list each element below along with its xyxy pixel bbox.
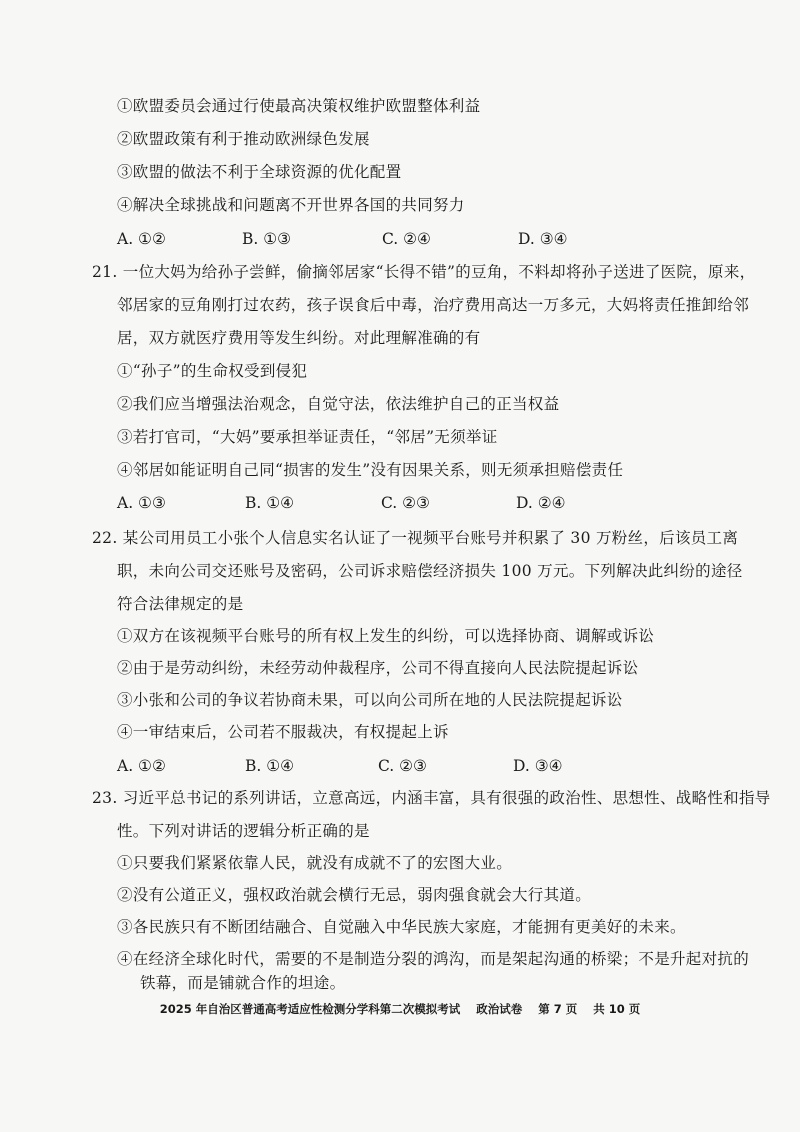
q20-option-b: B. ①③ xyxy=(242,230,292,248)
q20-option-c: C. ②④ xyxy=(382,230,431,248)
footer-total-pages: 共 10 页 xyxy=(593,1002,641,1016)
q22-option-c: C. ②③ xyxy=(378,757,427,775)
q22-statement-4: ④一审结束后，公司若不服裁决，有权提起上诉 xyxy=(117,723,449,741)
q21-statement-1: ①“孙子”的生命权受到侵犯 xyxy=(117,362,308,380)
q23-stem-line-2: 性。下列对讲话的逻辑分析正确的是 xyxy=(117,822,370,840)
q21-option-b: B. ①④ xyxy=(245,494,295,512)
q22-statement-2: ②由于是劳动纠纷，未经劳动仲裁程序，公司不得直接向人民法院提起诉讼 xyxy=(117,659,639,677)
q21-stem-line-2: 邻居家的豆角刚打过农药，孩子误食后中毒，治疗费用高达一万多元，大妈将责任推卸给邻 xyxy=(117,296,750,314)
q23-statement-1: ①只要我们紧紧依靠人民，就没有成就不了的宏图大业。 xyxy=(117,854,513,872)
q23-stem-line-1: 23. 习近平总书记的系列讲话，立意高远，内涵丰富，具有很强的政治性、思想性、战略性和指导 xyxy=(92,789,771,807)
q21-stem-line-1: 21. 一位大妈为给孙子尝鲜，偷摘邻居家“长得不错”的豆角，不料却将孙子送进了医院，原来， xyxy=(92,263,756,281)
q23-statement-3: ③各民族只有不断团结融合、自觉融入中华民族大家庭，才能拥有更美好的未来。 xyxy=(117,918,686,936)
footer-exam-title: 2025 年自治区普通高考适应性检测分学科第二次模拟考试 xyxy=(159,1002,461,1016)
q22-stem-line-2: 职，未向公司交还账号及密码，公司诉求赔偿经济损失 100 万元。下列解决此纠纷的途径 xyxy=(117,562,743,580)
q20-statement-3: ③欧盟的做法不利于全球资源的优化配置 xyxy=(117,163,402,181)
q22-statement-1: ①双方在该视频平台账号的所有权上发生的纠纷，可以选择协商、调解或诉讼 xyxy=(117,627,655,645)
q20-statement-1: ①欧盟委员会通过行使最高决策权维护欧盟整体利益 xyxy=(117,97,481,115)
q21-statement-2: ②我们应当增强法治观念，自觉守法，依法维护自己的正当权益 xyxy=(117,395,560,413)
q20-statement-2: ②欧盟政策有利于推动欧洲绿色发展 xyxy=(117,130,370,148)
q22-stem-line-1: 22. 某公司用员工小张个人信息实名认证了一视频平台账号并积累了 30 万粉丝，后该员工离 xyxy=(92,529,739,547)
q23-statement-4-line-1: ④在经济全球化时代，需要的不是制造分裂的鸿沟，而是架起沟通的桥梁；不是升起对抗的 xyxy=(117,950,750,968)
q21-option-a: A. ①③ xyxy=(117,494,166,512)
footer-subject: 政治试卷 xyxy=(476,1002,523,1016)
footer-page-number: 第 7 页 xyxy=(538,1002,578,1016)
q20-statement-4: ④解决全球挑战和问题离不开世界各国的共同努力 xyxy=(117,196,465,214)
q21-option-d: D. ②④ xyxy=(516,494,566,512)
q22-option-a: A. ①② xyxy=(117,757,166,775)
q23-statement-2: ②没有公道正义，强权政治就会横行无忌，弱肉强食就会大行其道。 xyxy=(117,886,592,904)
q20-option-d: D. ③④ xyxy=(518,230,568,248)
q21-option-c: C. ②③ xyxy=(381,494,430,512)
q22-option-d: D. ③④ xyxy=(513,757,563,775)
q21-statement-3: ③若打官司，“大妈”要承担举证责任，“邻居”无须举证 xyxy=(117,428,498,446)
q23-statement-4-line-2: 铁幕，而是铺就合作的坦途。 xyxy=(140,974,346,992)
page-footer xyxy=(0,1002,800,1016)
q20-option-a: A. ①② xyxy=(117,230,166,248)
q22-stem-line-3: 符合法律规定的是 xyxy=(117,595,244,613)
q22-statement-3: ③小张和公司的争议若协商未果，可以向公司所在地的人民法院提起诉讼 xyxy=(117,691,623,709)
q21-stem-line-3: 居，双方就医疗费用等发生纠纷。对此理解准确的有 xyxy=(117,329,481,347)
q21-statement-4: ④邻居如能证明自己同“损害的发生”没有因果关系，则无须承担赔偿责任 xyxy=(117,461,624,479)
q22-option-b: B. ①④ xyxy=(245,757,295,775)
